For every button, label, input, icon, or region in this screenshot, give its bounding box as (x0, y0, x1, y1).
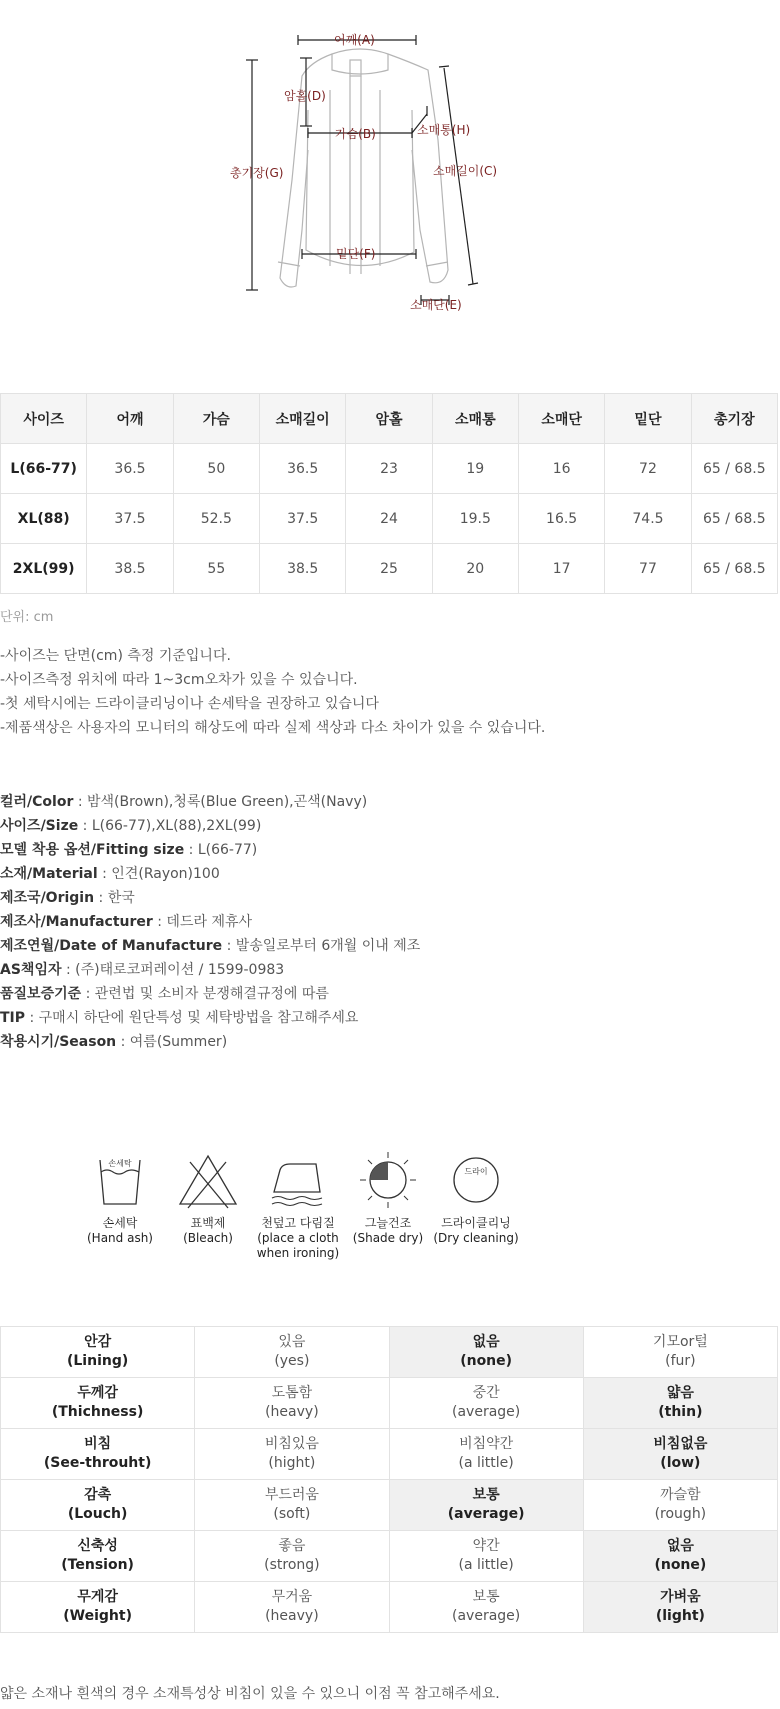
table-row (1, 1378, 778, 1429)
info-key: 품질보증기준 (0, 986, 82, 1002)
care-label: 표백제 (190, 1216, 226, 1230)
info-value: : L(66-77) (184, 842, 258, 858)
table-cell: 50 (173, 444, 259, 494)
table-cell: 17 (518, 544, 604, 594)
info-item (0, 982, 420, 1006)
care-dry-clean (431, 1150, 521, 1246)
table-cell: 74.5 (605, 494, 691, 544)
table-row (1, 444, 778, 494)
info-item (0, 838, 420, 862)
header-cell: 사이즈 (1, 394, 87, 444)
fabric-attr: 안감 (Lining) (1, 1327, 195, 1378)
dry-clean-icon-text: 드라이 (464, 1167, 488, 1176)
label-chest: 가슴(B) (335, 127, 376, 141)
fabric-option-selected: 없음 (none) (583, 1531, 777, 1582)
table-cell: 19 (432, 444, 518, 494)
info-item (0, 790, 420, 814)
table-row (1, 1531, 778, 1582)
table-cell: 16.5 (518, 494, 604, 544)
info-value: : (주)태로코퍼레이션 / 1599-0983 (61, 962, 285, 978)
table-row (1, 544, 778, 594)
fabric-option-selected: 얇음 (thin) (583, 1378, 777, 1429)
fabric-attr: 두께감 (Thichness) (1, 1378, 195, 1429)
info-key: 제조사/Manufacturer (0, 914, 153, 930)
header-cell: 총기장 (691, 394, 777, 444)
size-name: L(66-77) (1, 444, 87, 494)
label-armhole: 암홀(D) (284, 89, 326, 103)
table-cell: 65 / 68.5 (691, 544, 777, 594)
fabric-attr: 비침 (See-throuht) (1, 1429, 195, 1480)
size-notes (0, 644, 545, 740)
header-cell: 암홀 (346, 394, 432, 444)
fabric-attr: 무게감 (Weight) (1, 1582, 195, 1633)
info-item (0, 814, 420, 838)
header-cell: 밑단 (605, 394, 691, 444)
info-value: : 밤색(Brown),청록(Blue Green),곤색(Navy) (73, 794, 368, 810)
fabric-option-selected: 없음 (none) (389, 1327, 583, 1378)
label-cuff: 소매단(E) (410, 298, 462, 312)
info-value: : 인견(Rayon)100 (97, 866, 220, 882)
info-value: : 데드라 제휴사 (152, 914, 253, 930)
info-value: : 관련법 및 소비자 분쟁해결규정에 따름 (81, 986, 329, 1002)
size-name: 2XL(99) (1, 544, 87, 594)
info-key: 착용시기/Season (0, 1034, 117, 1050)
table-cell: 36.5 (259, 444, 345, 494)
note-item: -사이즈측정 위치에 따라 1~3cm오차가 있을 수 있습니다. (0, 672, 358, 688)
footer-note: 얇은 소재나 흰색의 경우 소재특성상 비침이 있을 수 있으니 이점 꼭 참고해주세요. (0, 1686, 500, 1702)
info-value: : 구매시 하단에 원단특성 및 세탁방법을 참고해주세요 (25, 1010, 359, 1026)
info-item (0, 934, 420, 958)
table-cell: 20 (432, 544, 518, 594)
table-cell: 25 (346, 544, 432, 594)
shade-dry-icon (358, 1150, 418, 1210)
table-cell: 38.5 (259, 544, 345, 594)
care-label: 천덮고 다림질 (261, 1216, 335, 1230)
no-bleach-icon (176, 1150, 240, 1210)
care-bleach (163, 1150, 253, 1246)
care-label: 그늘건조 (364, 1216, 412, 1230)
fabric-option: 비침약간 (a little) (389, 1429, 583, 1480)
info-value: : 한국 (94, 890, 135, 906)
header-cell: 소매길이 (259, 394, 345, 444)
table-cell: 38.5 (87, 544, 173, 594)
hand-wash-icon (90, 1150, 150, 1210)
care-ironing (253, 1150, 343, 1261)
care-label-en: (Shade dry) (352, 1231, 424, 1245)
table-cell: 37.5 (259, 494, 345, 544)
table-cell: 55 (173, 544, 259, 594)
garment-sketch (230, 30, 550, 350)
iron-icon (266, 1150, 330, 1210)
info-key: AS책임자 (0, 962, 62, 978)
dry-clean-icon (446, 1150, 506, 1210)
fabric-option: 보통 (average) (389, 1582, 583, 1633)
info-key: 제조연월/Date of Manufacture (0, 938, 223, 954)
header-cell: 소매단 (518, 394, 604, 444)
label-sleeve-width: 소매통(H) (417, 123, 471, 137)
fabric-option-selected: 비침없음 (low) (583, 1429, 777, 1480)
care-label-en: when ironing) (256, 1246, 340, 1260)
care-label: 손세탁 (102, 1216, 138, 1230)
size-name: XL(88) (1, 494, 87, 544)
info-value: : 발송일로부터 6개월 이내 제조 (222, 938, 421, 954)
fabric-option: 까슬함 (rough) (583, 1480, 777, 1531)
care-hand-wash (75, 1150, 165, 1246)
fabric-option: 비침있음 (hight) (195, 1429, 389, 1480)
fabric-option: 기모or털 (fur) (583, 1327, 777, 1378)
care-label-en: (Hand ash) (87, 1231, 153, 1245)
fabric-option: 좋음 (strong) (195, 1531, 389, 1582)
label-shoulder: 어깨(A) (334, 33, 375, 47)
care-label-en: (Dry cleaning) (433, 1231, 519, 1245)
note-item: -사이즈는 단면(cm) 측정 기준입니다. (0, 648, 231, 664)
fabric-option: 약간 (a little) (389, 1531, 583, 1582)
measurement-diagram (230, 30, 550, 350)
header-cell: 어깨 (87, 394, 173, 444)
product-info (0, 790, 420, 1054)
fabric-option: 부드러움 (soft) (195, 1480, 389, 1531)
note-item: -제품색상은 사용자의 모니터의 해상도에 따라 실제 색상과 다소 차이가 있을 수 있습니다. (0, 720, 546, 736)
table-cell: 72 (605, 444, 691, 494)
info-key: 제조국/Origin (0, 890, 95, 906)
info-value: : 여름(Summer) (116, 1034, 228, 1050)
fabric-option-selected: 보통 (average) (389, 1480, 583, 1531)
care-label: 드라이클리닝 (441, 1216, 511, 1230)
care-label-en: (place a cloth (257, 1231, 339, 1245)
label-sleeve-length: 소매길이(C) (433, 164, 498, 178)
header-cell: 소매통 (432, 394, 518, 444)
info-key: 모델 착용 옵션/Fitting size (0, 842, 185, 858)
table-row (1, 1582, 778, 1633)
care-shade-dry (343, 1150, 433, 1246)
table-row (1, 1429, 778, 1480)
table-cell: 52.5 (173, 494, 259, 544)
table-cell: 19.5 (432, 494, 518, 544)
fabric-option: 있음 (yes) (195, 1327, 389, 1378)
table-cell: 65 / 68.5 (691, 494, 777, 544)
info-item (0, 1030, 420, 1054)
info-key: TIP (0, 1010, 26, 1026)
header-cell: 가슴 (173, 394, 259, 444)
info-item (0, 910, 420, 934)
info-item (0, 958, 420, 982)
fabric-attr: 감촉 (Louch) (1, 1480, 195, 1531)
table-cell: 36.5 (87, 444, 173, 494)
table-cell: 65 / 68.5 (691, 444, 777, 494)
fabric-option-selected: 가벼움 (light) (583, 1582, 777, 1633)
fabric-option: 무거움 (heavy) (195, 1582, 389, 1633)
info-key: 사이즈/Size (0, 818, 79, 834)
table-cell: 24 (346, 494, 432, 544)
table-row (1, 1480, 778, 1531)
unit-note: 단위: cm (0, 610, 54, 625)
fabric-option: 도톰함 (heavy) (195, 1378, 389, 1429)
table-row (1, 494, 778, 544)
label-hem: 밑단(F) (336, 247, 376, 261)
info-item (0, 862, 420, 886)
info-item (0, 1006, 420, 1030)
table-cell: 77 (605, 544, 691, 594)
table-cell: 23 (346, 444, 432, 494)
label-total-length: 총기장(G) (230, 166, 284, 180)
fabric-table (0, 1326, 778, 1633)
care-label-en: (Bleach) (183, 1231, 233, 1245)
fabric-attr: 신축성 (Tension) (1, 1531, 195, 1582)
table-row (1, 1327, 778, 1378)
care-symbols (75, 1150, 535, 1270)
table-cell: 37.5 (87, 494, 173, 544)
size-table (0, 393, 778, 594)
info-key: 소재/Material (0, 866, 98, 882)
note-item: -첫 세탁시에는 드라이클리닝이나 손세탁을 권장하고 있습니다 (0, 696, 379, 712)
hand-wash-icon-text: 손세탁 (108, 1159, 132, 1168)
info-value: : L(66-77),XL(88),2XL(99) (78, 818, 262, 834)
info-item (0, 886, 420, 910)
table-cell: 16 (518, 444, 604, 494)
info-key: 컬러/Color (0, 794, 74, 810)
fabric-option: 중간 (average) (389, 1378, 583, 1429)
size-table-header (1, 394, 778, 444)
